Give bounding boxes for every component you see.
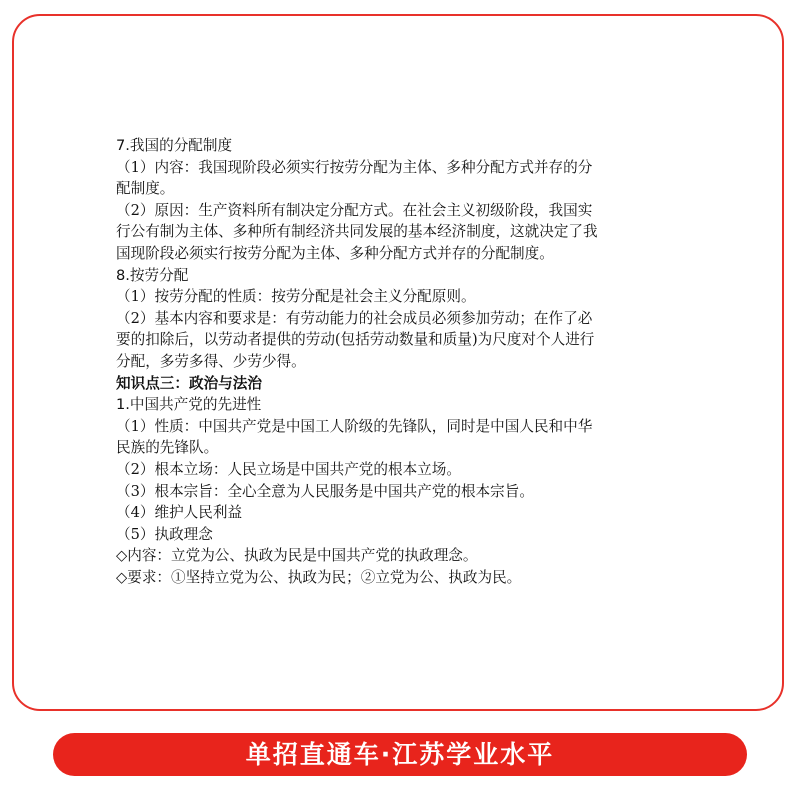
paragraph-line: （1）性质：中国共产党是中国工人阶级的先锋队，同时是中国人民和中华 (116, 417, 593, 435)
paragraph-line: 配制度。 (116, 180, 175, 198)
paragraph-line: ◇要求：①坚持立党为公、执政为民；②立党为公、执政为民。 (116, 568, 522, 586)
paragraph-line: （4）维护人民利益 (116, 504, 243, 522)
section-heading-party-advancement: 1.中国共产党的先进性 (116, 396, 262, 414)
footer-banner: 单招直通车·江苏学业水平 (53, 733, 747, 776)
section-heading-distribution-by-work: 8.按劳分配 (116, 266, 189, 284)
paragraph-line: 国现阶段必须实行按劳分配为主体、多种分配方式并存的分配制度。 (116, 244, 554, 262)
knowledge-point-heading: 知识点三：政治与法治 (116, 374, 262, 392)
paragraph-line: （5）执政理念 (116, 525, 213, 543)
section-heading-distribution-system: 7.我国的分配制度 (116, 137, 233, 154)
paragraph-line: （1）内容：我国现阶段必须实行按劳分配为主体、多种分配方式并存的分 (116, 158, 593, 176)
paragraph-line: 民族的先锋队。 (116, 439, 219, 457)
paragraph-line: （3）根本宗旨：全心全意为人民服务是中国共产党的根本宗旨。 (116, 482, 534, 500)
paragraph-line: （2）原因：生产资料所有制决定分配方式。在社会主义初级阶段，我国实 (116, 201, 593, 219)
paragraph-line: 行公有制为主体、多种所有制经济共同发展的基本经济制度，这就决定了我 (116, 223, 598, 241)
paragraph-line: （2）基本内容和要求是：有劳动能力的社会成员必须参加劳动；在作了必 (116, 309, 593, 327)
paragraph-line: （2）根本立场：人民立场是中国共产党的根本立场。 (116, 460, 461, 478)
document-body (116, 135, 676, 588)
paragraph-line: 要的扣除后，以劳动者提供的劳动(包括劳动数量和质量)为尺度对个人进行 (116, 331, 595, 349)
paragraph-line: ◇内容：立党为公、执政为民是中国共产党的执政理念。 (116, 547, 478, 565)
paragraph-line: 分配，多劳多得、少劳少得。 (116, 352, 306, 370)
paragraph-line: （1）按劳分配的性质：按劳分配是社会主义分配原则。 (116, 288, 476, 306)
